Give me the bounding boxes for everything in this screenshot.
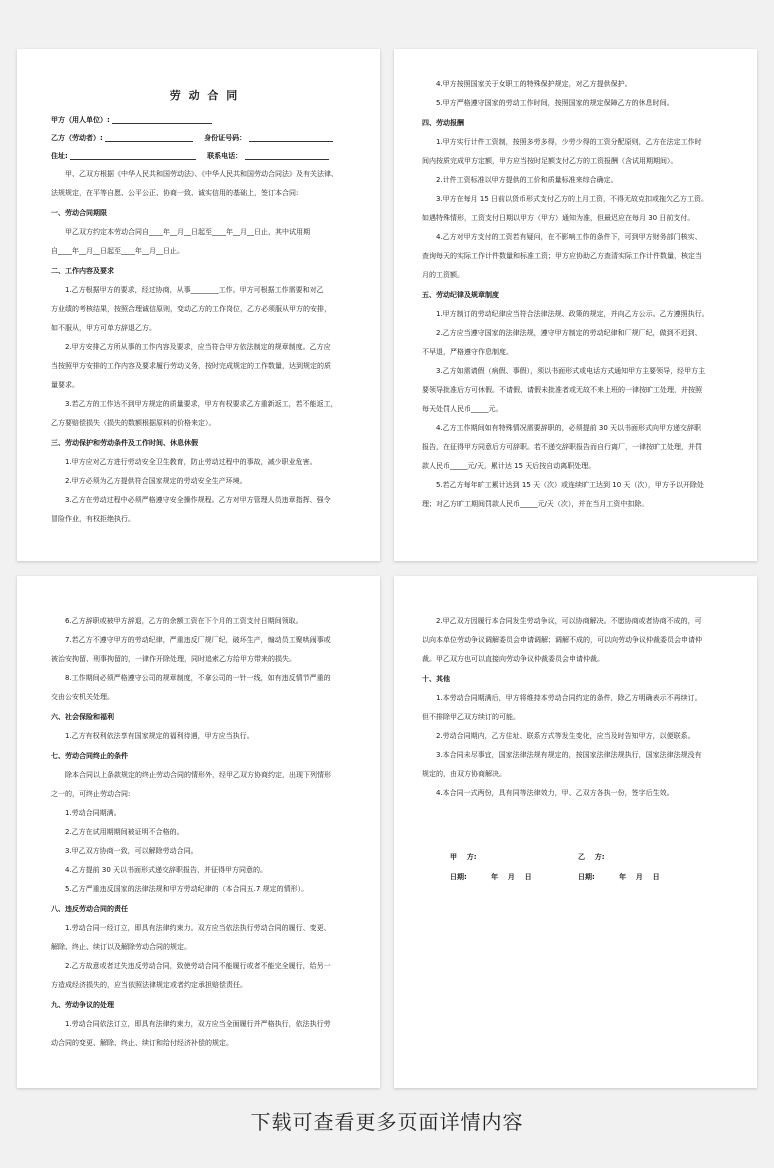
text-line: 1.乙方根据甲方的要求，经过协商，从事________工作。甲方可根据工作需要和对乙 [65,286,324,294]
text-line: 7.若乙方不遵守甲方的劳动纪律，严重违反厂规厂纪，破坏生产，煽动员工聚哄闹事或 [65,636,331,644]
text-line: 月的工资额。 [422,271,464,279]
party-a-label: 甲方（用人单位）: [51,116,110,124]
address-blank [70,151,196,160]
text-line: 理；对乙方旷工期间罚款人民币_____元/天（次），并在当月工资中扣除。 [422,500,649,508]
page-4-text [422,612,737,803]
text-line: 1.乙方有权利依法享有国家规定的福利待遇，甲方应当执行。 [65,732,254,740]
text-line: 解除、终止、续订以及解除劳动合同的规定。 [51,943,191,951]
section-heading: 六、社会保险和福利 [51,713,114,721]
text-line: 2.甲方必须为乙方提供符合国家规定的劳动安全生产环境。 [65,477,247,485]
text-line: 6.乙方辞职或被甲方辞退，乙方的余额工资在下个月的工资支付日期间领取。 [65,617,303,625]
text-line: 动合同的变更、解除、终止、续订和给付经济补偿的规定。 [51,1039,233,1047]
text-line: 4.甲方按照国家关于女职工的特殊保护规定，对乙方提供保护。 [436,80,632,88]
text-line: 每天处罚人民币_____元。 [422,405,503,413]
text-line: 之一的，可终止劳动合同: [51,790,131,798]
text-line: 2.劳动合同期内，乙方住址、联系方式等发生变化，应当及时告知甲方，以便联系。 [436,732,695,740]
text-line: 3.若乙方的工作达不到甲方规定的质量要求，甲方有权要求乙方重新返工，若不能返工， [65,400,338,408]
sig-party-b: 乙 方: [578,853,605,861]
text-line: 1.本劳动合同期满后，甲方将维持本劳动合同约定的条件，除乙方明确表示不再续订。 [436,694,702,702]
text-line: 方造成经济损失的，应当依照法律规定或者约定承担赔偿责任。 [51,981,247,989]
text-line: 1.甲方制订的劳动纪律应当符合法律法规、政策的规定，并向乙方公示。乙方遵照执行。 [436,310,709,318]
text-line: 如遇特殊情形，工资支付日期以甲方（甲方）通知为准，但最迟应在每月 30 日前支付。 [422,214,695,222]
section-heading: 九、劳动争议的处理 [51,1001,114,1009]
signature-block [422,847,737,887]
text-line: 查询每天的实际工作计件数量和标准工资；甲方应协助乙方查清实际工作计件数量，核定当 [422,252,702,260]
text-line: 法规规定，在平等自愿、公平公正、协商一致、诚实信用的基础上，签订本合同: [51,189,299,197]
section-heading: 三、劳动保护和劳动条件及工作时间、休息休假 [51,439,198,447]
text-line: 甲、乙双方根据《中华人民共和国劳动法》、《中华人民共和国劳动合同法》及有关法律、 [65,170,338,178]
text-line: 交由公安机关处理。 [51,693,114,701]
footer-caption: 下载可查看更多页面详情内容 [250,1110,524,1134]
text-line: 当按照甲方安排的工作内容及要求履行劳动义务，按时完成规定的工作数量，达到规定的质 [51,362,331,370]
text-line: 5.乙方严重违反国家的法律法规和甲方劳动纪律的（本合同五.7 规定的情形）。 [65,885,309,893]
text-line: 甲乙双方约定本劳动合同自____年__月__日起至____年__月__日止，其中试用期 [65,228,310,236]
section-heading: 八、违反劳动合同的责任 [51,905,128,913]
text-line: 要领导批准后方可休假。不请假、请假未批准者或无故不来上班的一律按旷工处理，并按照 [422,386,702,394]
text-line: 4.本合同一式两份，具有同等法律效力，甲、乙双方各执一份，签字后生效。 [436,789,674,797]
section-heading: 五、劳动纪律及规章制度 [422,291,499,299]
date-party-a: 日期: 年 月 日 [450,873,532,881]
sig-party-a: 甲 方: [450,853,477,861]
text-line: 4.乙方提前 30 天以书面形式递交辞职报告，并征得甲方同意的。 [65,866,268,874]
text-line: 间内按质完成甲方定额，甲方应当按时足额支付乙方的工资报酬（含试用期期间）。 [422,157,678,165]
party-a-blank [112,115,212,124]
text-line: 量要求。 [51,381,79,389]
text-line: 款人民币_____元/天，累计达 15 天后按自动离职处理。 [422,462,596,470]
party-b-blank [105,133,193,142]
text-line: 但不排除甲乙双方续订的可能。 [422,713,520,721]
address-row [51,147,358,165]
text-line: 3.甲乙双方协商一致，可以解除劳动合同。 [65,847,198,855]
text-line: 5.若乙方每年旷工累计达到 15 天（次）或连续旷工达到 10 天（次），甲方予以开除处 [436,481,704,489]
section-heading: 四、劳动报酬 [422,119,464,127]
id-label: 身份证号码： [204,134,247,142]
text-line: 1.劳动合同依法订立，即具有法律约束力，双方应当全面履行并严格执行，依法执行劳 [65,1020,331,1028]
party-b-label: 乙方（劳动者）: [51,134,103,142]
text-line: 除本合同以上条款规定的终止劳动合同的情形外，经甲乙双方协商约定，出现下列情形 [65,771,331,779]
text-line: 以向本单位劳动争议调解委员会申请调解；调解不成的，可以向劳动争议仲裁委员会申请仲 [422,636,702,644]
text-line: 1.劳动合同一经订立，即具有法律约束力。双方应当依法执行劳动合同的履行、变更、 [65,924,331,932]
text-line: 被治安拘留、刑事拘留的，一律作开除处理，同时追索乙方给甲方带来的损失。 [51,655,296,663]
page-3-text [51,612,358,1053]
text-line: 1.甲方应对乙方进行劳动安全卫生教育，防止劳动过程中的事故，减少职业危害。 [65,458,317,466]
text-line: 3.乙方在劳动过程中必须严格遵守安全操作规程。乙方对甲方管理人员违章指挥、强令 [65,496,331,504]
text-line: 1.甲方实行计件工资制，按照多劳多得，少劳少得的工资分配原则，乙方在法定工作时 [436,138,702,146]
text-line: 5.甲方严格遵守国家的劳动工作时间，按照国家的规定保障乙方的休息时间。 [436,99,674,107]
page-2-text [422,75,737,514]
contract-title: 劳 动 合 同 [169,89,240,102]
section-heading: 二、工作内容及要求 [51,267,114,275]
party-a-row [51,111,358,129]
text-line: 方业绩的考核结果，按照合理诚信原则，变动乙方的工作岗位，乙方必须服从甲方的安排， [51,305,331,313]
text-line: 4.乙方对甲方支付的工资若有疑问，在不影响工作的条件下，可到甲方财务部门核实、 [436,233,702,241]
party-b-row [51,129,358,147]
contract-page-1 [17,49,380,561]
section-heading: 一、劳动合同期限 [51,209,107,217]
text-line: 1.劳动合同期满。 [65,809,121,817]
section-heading: 七、劳动合同终止的条件 [51,752,128,760]
text-line: 2.甲乙双方因履行本合同发生劳动争议，可以协商解决。不愿协商或者协商不成的，可 [436,617,702,625]
text-line: 4.乙方工作期间如有特殊情况需要辞职的，必须提前 30 天以书面形式向甲方递交辞职 [436,424,702,432]
text-line: 2.乙方在试用期期间被证明不合格的。 [65,828,184,836]
page-1-text [51,165,358,529]
text-line: 3.乙方如需请假（病假、事假），须以书面形式或电话方式通知甲方主要领导，经甲方主 [436,367,706,375]
text-line: 3.本合同未尽事宜，国家法律法规有规定的，按国家法律法规执行，国家法律法规没有 [436,751,702,759]
address-label: 住址: [51,152,68,160]
id-blank [249,133,333,142]
section-heading: 十、其他 [422,675,450,683]
text-line: 不早退，严格遵守作息制度。 [422,348,513,356]
text-line: 2.乙方故意或者过失违反劳动合同，致使劳动合同不能履行或者不能完全履行，给另一 [65,962,331,970]
text-line: 3.甲方在每月 15 日前以货币形式支付乙方的上月工资，不得无故克扣或拖欠乙方工资。 [436,195,709,203]
date-row [450,867,737,887]
text-line: 乙方要赔偿损失（损失的数额根据原料的价格来定）。 [51,419,216,427]
text-line: 冒险作业，有权拒绝执行。 [51,515,135,523]
contract-page-4 [394,576,757,1088]
text-line: 2.甲方安排乙方所从事的工作内容及要求，应当符合甲方依法制定的规章制度。乙方应 [65,343,331,351]
text-line: 如不服从，甲方可单方辞退乙方。 [51,324,156,332]
phone-label: 联系电话： [207,152,243,160]
contract-page-2 [394,49,757,561]
text-line: 2.计件工资标准以甲方提供的工价和质量标准来综合确定。 [436,176,618,184]
signature-row [450,847,737,867]
text-line: 自____年__月__日起至____年__月__日止。 [51,247,184,255]
text-line: 2.乙方应当遵守国家的法律法规，遵守甲方制定的劳动纪律和厂规厂纪，做到不迟到、 [436,329,702,337]
phone-blank [245,151,329,160]
text-line: 规定的，由双方协商解决。 [422,770,506,778]
date-party-b: 日期: 年 月 日 [578,873,660,881]
text-line: 裁。甲乙双方也可以直接向劳动争议仲裁委员会申请仲裁。 [422,655,604,663]
contract-page-3 [17,576,380,1088]
text-line: 8.工作期间必须严格遵守公司的规章制度，不拿公司的一针一线，如有违反情节严重的 [65,674,331,682]
text-line: 报告，在征得甲方同意后方可辞职。若不递交辞职报告而自行离厂，一律按旷工处理，并罚 [422,443,702,451]
